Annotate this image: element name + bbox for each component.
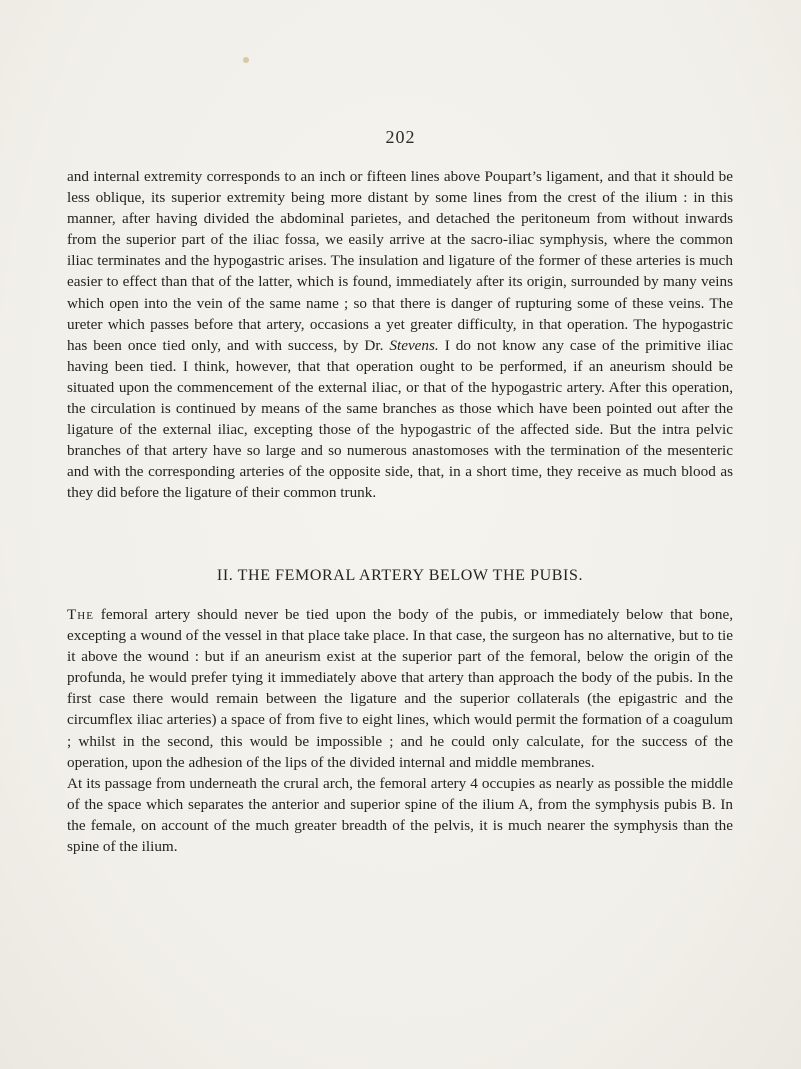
section-heading: II. THE FEMORAL ARTERY BELOW THE PUBIS. (216, 567, 584, 584)
paragraph-femoral-ligature (67, 604, 733, 773)
paragraph-continuation (67, 166, 733, 504)
paragraph-text: femoral artery should never be tied upon the body of the pubis, or immediately below that bone, excepting a wound of the vessel in that place take place. In that case, the surgeon has no alternative, but to tie it above the wound : but if an aneurism exist at the superior part of the femoral, below the origin of the profunda, he would prefer tying it immediately above that artery than approach the body of the pubis. In the first case there would remain between the ligature and the superior collaterals (the epigastric and the circumflex iliac arteries) a space of from five to eight lines, which would permit the formation of a coagulum ; whilst in the second, this would be impossible ; and he could only calculate, for the success of the operation, upon the adhesion of the lips of the divided internal and middle membranes. (67, 606, 733, 771)
surgeon-name: Stevens. (389, 336, 439, 354)
paragraph-text: At its passage from underneath the crural arch, the femoral artery 4 occupies as nearly as possible the middle of the space which separates the anterior and superior spine of the ilium A, from the symphysis pubis B. In the female, on account of the much greater breadth of the pelvis, it is much nearer the symphysis than the spine of the ilium. (67, 774, 733, 856)
section-body (67, 604, 733, 857)
page-number: 202 (385, 127, 416, 147)
paragraph-text: and internal extremity corresponds to an inch or fifteen lines above Poupart’s ligament, and that it should be less oblique, its superior extremity being more distant by some lines from the crest of the ilium : in this manner, after having divided the abdominal parietes, and detached the peritoneum from without inwards from the superior part of the iliac fossa, we easily arrive at the sacro-iliac symphysis, where the common iliac terminates and the hypogastric arises. The insulation and ligature of the former of these arteries is much easier to effect than that of the latter, which is found, immediately after its origin, surrounded by many veins which open into the vein of the same name ; so that there is danger of rupturing some of these veins. The ureter which passes before that artery, occasions a yet greater difficulty, in that operation. The hypogastric has been once tied only, and with success, by Dr. (67, 168, 733, 354)
lead-word: The (67, 606, 94, 623)
paper-stain (243, 57, 249, 63)
paragraph-body (67, 166, 733, 504)
paragraph-text: I do not know any case of the primitive iliac having been tied. I think, however, that that operation ought to be performed, if an aneurism should be situated upon the commencement of the external iliac, or that of the hypogastric artery. After this operation, the circulation is continued by means of the same branches as those which have been pointed out after the ligature of the external iliac, excepting those of the hypogastric of the affected side. But the intra pelvic branches of that artery have so large and so numerous anastomoses with the termination of the mesenteric and with the corresponding arteries of the opposite side, that, in a short time, they receive as much blood as they did before the ligature of their common trunk. (67, 336, 733, 502)
paragraph-femoral-position (67, 773, 733, 857)
